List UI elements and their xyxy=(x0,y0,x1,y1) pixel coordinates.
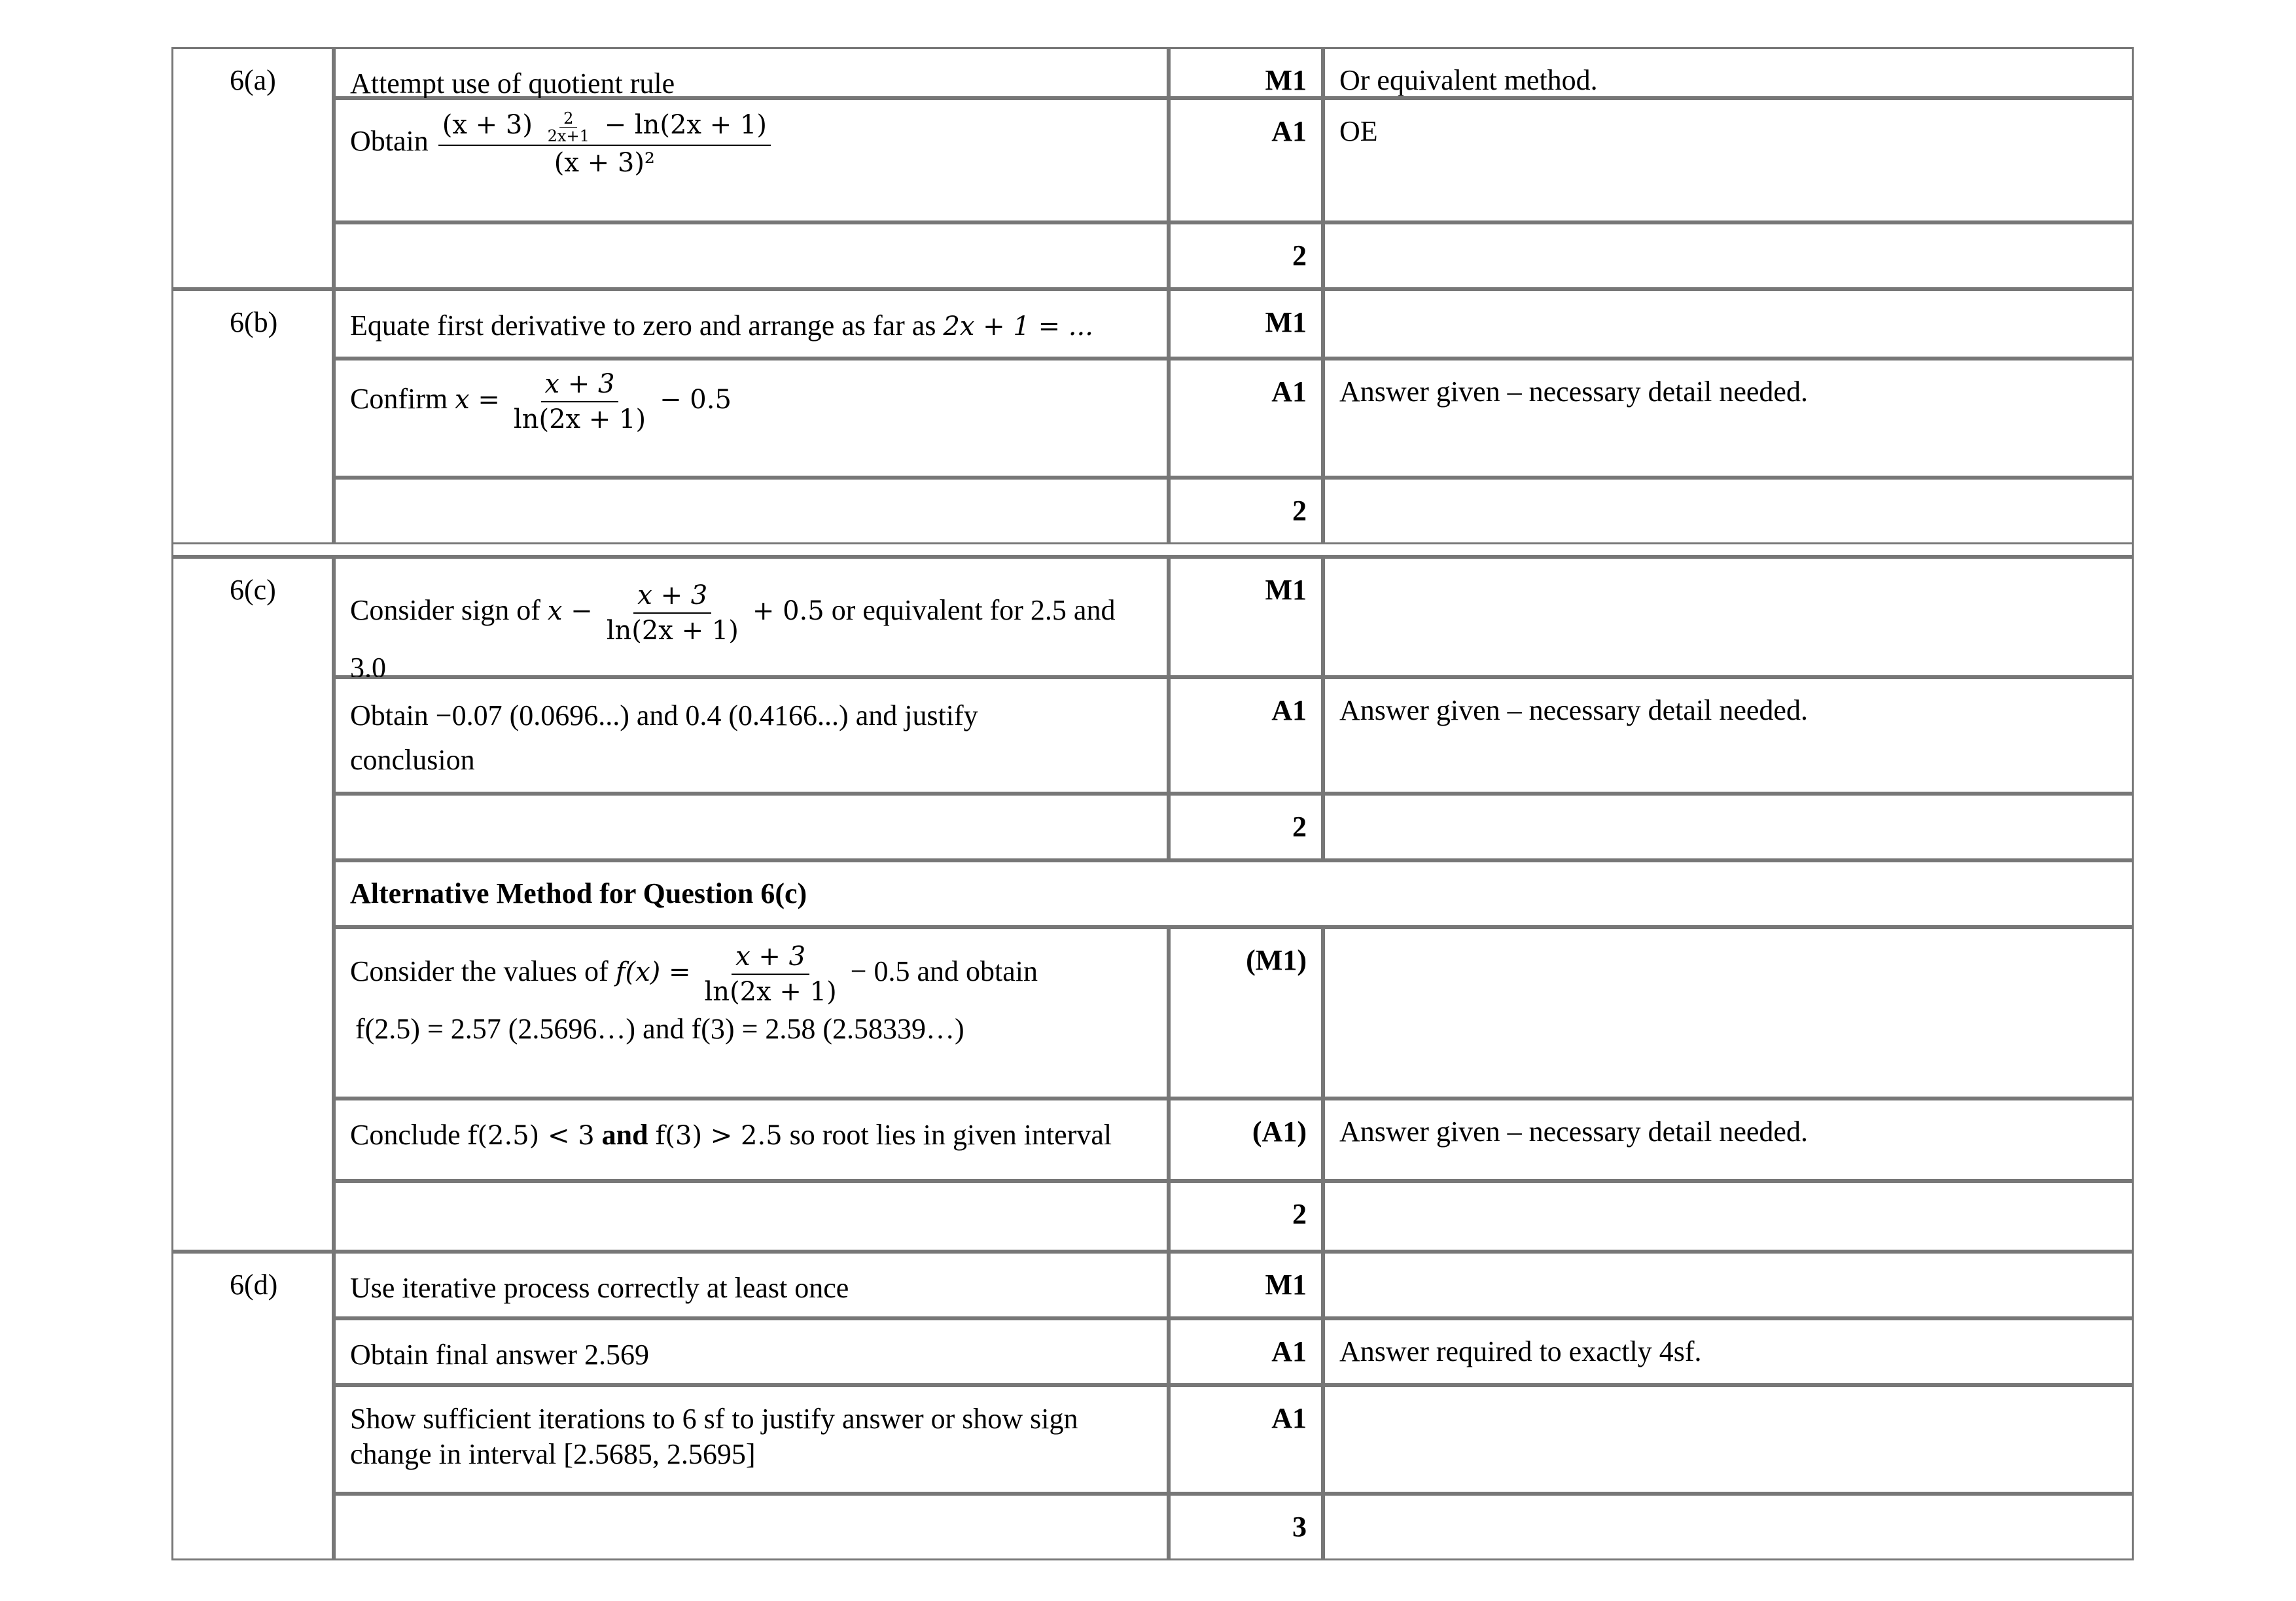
answer-part: Conclude xyxy=(350,1119,461,1151)
fraction xyxy=(510,367,650,436)
guidance-text xyxy=(1323,1252,2134,1318)
math-tail: + 0.5 xyxy=(752,596,824,627)
answer-text xyxy=(334,222,1169,289)
mark-code: (A1) xyxy=(1169,1099,1323,1181)
answer-text xyxy=(334,359,1169,478)
guidance-text: Answer given – necessary detail needed. xyxy=(1323,677,2134,794)
answer-text xyxy=(334,1099,1169,1181)
numerator-part: − ln(2x + 1) xyxy=(604,110,767,140)
question-6b-block xyxy=(171,289,2134,544)
fraction xyxy=(603,578,743,648)
guidance-text xyxy=(1323,794,2134,860)
answer-prefix: Consider sign of xyxy=(350,594,540,627)
mark-scheme-table xyxy=(171,47,2134,1560)
answer-part: and xyxy=(601,1119,648,1151)
question-6a-block xyxy=(171,47,2134,289)
math-lhs: f(x) = xyxy=(615,957,691,988)
math-expression: 2x + 1 = ... xyxy=(943,311,1093,342)
mark-code: (M1) xyxy=(1169,927,1323,1099)
answer-text xyxy=(334,478,1169,544)
mark-code: M1 xyxy=(1169,47,1323,98)
question-label: 6(a) xyxy=(171,47,334,289)
guidance-text: Answer required to exactly 4sf. xyxy=(1323,1318,2134,1385)
answer-text xyxy=(334,1494,1169,1560)
mark-code: M1 xyxy=(1169,557,1323,677)
alternative-method-heading: Alternative Method for Question 6(c) xyxy=(334,860,2134,927)
math-lhs: x = xyxy=(455,385,500,415)
guidance-text: Answer given – necessary detail needed. xyxy=(1323,1099,2134,1181)
math-tail: − 0.5 xyxy=(660,385,732,415)
guidance-text xyxy=(1323,222,2134,289)
denominator: (x + 3)² xyxy=(554,147,655,178)
math-expression: f(2.5) < 3 xyxy=(467,1121,595,1151)
answer-text: Attempt use of quotient rule xyxy=(334,47,1169,98)
mark-code: A1 xyxy=(1169,1385,1323,1494)
denominator: ln(2x + 1) xyxy=(513,404,646,434)
question-label: 6(c) xyxy=(171,557,334,1252)
answer-prefix: Consider the values of xyxy=(350,955,609,988)
math-lhs: x − xyxy=(547,596,593,627)
answer-text xyxy=(334,927,1169,1099)
answer-text xyxy=(334,794,1169,860)
question-6d-block xyxy=(171,1252,2134,1560)
denominator: ln(2x + 1) xyxy=(606,616,739,646)
guidance-text xyxy=(1323,1494,2134,1560)
total-marks: 2 xyxy=(1169,478,1323,544)
answer-text: Obtain final answer 2.569 xyxy=(334,1318,1169,1385)
answer-line: change in interval [2.5685, 2.5695] xyxy=(350,1438,756,1470)
numerator: x + 3 xyxy=(732,940,809,975)
question-label: 6(b) xyxy=(171,289,334,544)
math-expression: f(3) > 2.5 xyxy=(655,1121,783,1151)
numerator: x + 3 xyxy=(541,367,619,402)
guidance-text xyxy=(1323,557,2134,677)
guidance-text: Answer given – necessary detail needed. xyxy=(1323,359,2134,478)
inner-denominator: 2x+1 xyxy=(547,126,590,145)
denominator: ln(2x + 1) xyxy=(704,977,837,1007)
mark-code: A1 xyxy=(1169,98,1323,222)
answer-text xyxy=(334,1385,1169,1494)
mark-code: A1 xyxy=(1169,359,1323,478)
guidance-text xyxy=(1323,1385,2134,1494)
answer-line: f(2.5) = 2.57 (2.5696…) and f(3) = 2.58 (2.58339…) xyxy=(355,1013,964,1045)
guidance-text xyxy=(1323,1181,2134,1252)
guidance-text xyxy=(1323,289,2134,359)
quotient-expression xyxy=(438,108,771,180)
answer-phrase: Equate first derivative to zero and arrange as far as xyxy=(350,309,936,342)
total-marks: 3 xyxy=(1169,1494,1323,1560)
answer-text xyxy=(334,1181,1169,1252)
section-divider xyxy=(171,544,2134,557)
answer-prefix: Obtain xyxy=(350,124,429,157)
answer-text xyxy=(334,677,1169,794)
guidance-text: Or equivalent method. xyxy=(1323,47,2134,98)
answer-part: so root lies in given interval xyxy=(789,1119,1112,1151)
fraction xyxy=(701,940,841,1009)
mark-code: M1 xyxy=(1169,289,1323,359)
guidance-text: OE xyxy=(1323,98,2134,222)
answer-line: Obtain −0.07 (0.0696...) and 0.4 (0.4166...) and justify xyxy=(350,699,978,731)
mark-code: A1 xyxy=(1169,677,1323,794)
numerator-part: (x + 3) xyxy=(442,110,533,140)
answer-line: conclusion xyxy=(350,744,475,776)
answer-suffix: or equivalent for 2.5 and 3.0 xyxy=(350,594,1116,684)
question-label: 6(d) xyxy=(171,1252,334,1560)
total-marks: 2 xyxy=(1169,794,1323,860)
mark-code: M1 xyxy=(1169,1252,1323,1318)
answer-line: Show sufficient iterations to 6 sf to justify answer or show sign xyxy=(350,1403,1078,1435)
total-marks: 2 xyxy=(1169,222,1323,289)
answer-text xyxy=(334,289,1169,359)
inner-numerator: 2 xyxy=(559,110,577,128)
answer-text xyxy=(334,98,1169,222)
total-marks: 2 xyxy=(1169,1181,1323,1252)
answer-prefix: Confirm xyxy=(350,383,448,415)
math-tail: − 0.5 and obtain xyxy=(850,955,1038,988)
answer-text xyxy=(334,557,1169,684)
guidance-text xyxy=(1323,478,2134,544)
mark-code: A1 xyxy=(1169,1318,1323,1385)
numerator: x + 3 xyxy=(633,578,711,614)
guidance-text xyxy=(1323,927,2134,1099)
answer-text: Use iterative process correctly at least once xyxy=(334,1252,1169,1318)
question-6c-block xyxy=(171,557,2134,1252)
